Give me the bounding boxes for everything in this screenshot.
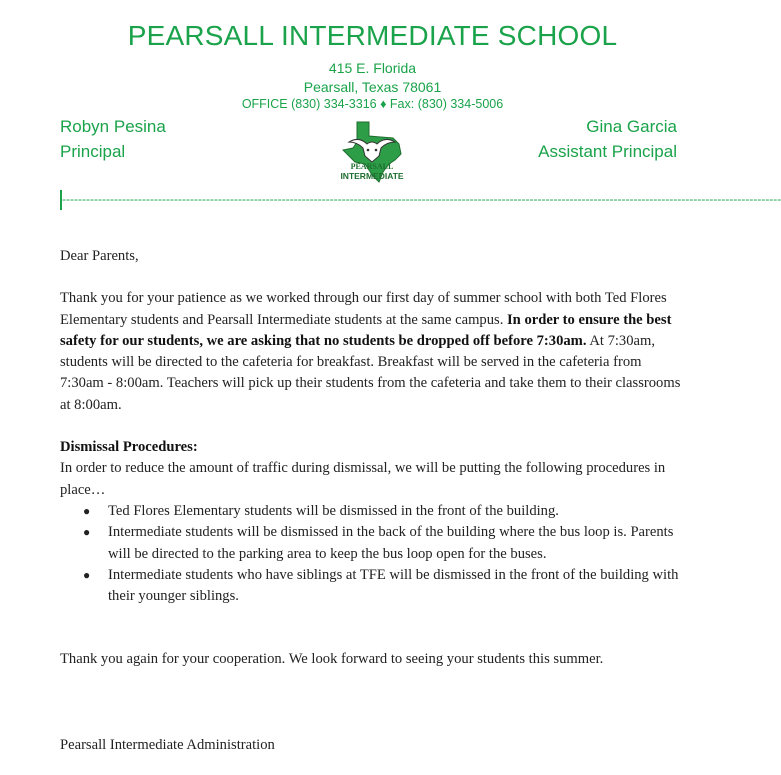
school-logo-icon	[335, 120, 409, 184]
logo-text-top: PEARSALL	[350, 162, 394, 171]
assistant-principal-title: Assistant Principal	[538, 142, 677, 161]
paragraph-arrival-intro: Thank you for your patience as we worked through our first day of summer school with both Ted Flores Elementary students and Pearsall Intermediate students at the same campus.	[60, 290, 667, 328]
dashed-rule: ------------------------------------------------------------------------------------------------------------------------------------------------------------------------------------	[62, 192, 781, 206]
address-street: 415 E. Florida	[328, 60, 417, 76]
assistant-principal-name: Gina Garcia	[586, 117, 677, 136]
procedures-list	[60, 501, 685, 607]
dismissal-intro: In order to reduce the amount of traffic during dismissal, we will be putting the following procedures in place…	[60, 460, 666, 498]
list-item-text: Ted Flores Elementary students will be dismissed in the front of the building.	[108, 502, 559, 519]
contact-line: OFFICE (830) 334-3316 ♦ Fax: (830) 334-5006	[241, 97, 504, 111]
logo-text-bottom: INTERMEDIATE	[340, 171, 404, 181]
salutation: Dear Parents,	[60, 248, 139, 264]
principal-block	[60, 114, 166, 164]
dismissal-heading	[60, 437, 685, 458]
list-item	[60, 522, 685, 565]
letter-body	[60, 246, 685, 756]
principal-name: Robyn Pesina	[60, 117, 166, 136]
address-city: Pearsall, Texas 78061	[303, 79, 442, 95]
header-divider	[60, 188, 781, 210]
bullet-icon: ●	[83, 525, 91, 540]
assistant-principal-block	[538, 114, 677, 164]
school-name: PEARSALL INTERMEDIATE SCHOOL	[127, 20, 618, 51]
list-item	[60, 501, 685, 522]
principal-title: Principal	[60, 142, 126, 161]
signature: Pearsall Intermediate Administration	[60, 736, 275, 753]
closing-paragraph: Thank you again for your cooperation. We look forward to seeing your students this summer.	[60, 651, 604, 668]
paragraph-arrival-emphasis: In order to ensure the best safety for our students, we are asking that no students be dropped off before 7:30am.	[60, 311, 672, 349]
dismissal-heading-text: Dismissal Procedures:	[60, 439, 198, 456]
list-item-text: Intermediate students who have siblings at TFE will be dismissed in the front of the building with their younger siblings.	[108, 566, 679, 605]
paragraph-arrival	[60, 288, 685, 416]
list-item	[60, 565, 685, 608]
bullet-icon: ●	[83, 503, 91, 518]
paragraph-arrival-details: At 7:30am, students will be directed to the cafeteria for breakfast. Breakfast will be served in the cafeteria from 7:30am - 8:00am. Teachers will pick up their students from the cafeteria and take them to their classrooms at 8:00am.	[60, 332, 681, 413]
bullet-icon: ●	[83, 567, 91, 582]
list-item-text: Intermediate students will be dismissed in the back of the building where the bus loop is. Parents will be directed to the parking area to keep the bus loop open for the buses.	[108, 524, 674, 562]
